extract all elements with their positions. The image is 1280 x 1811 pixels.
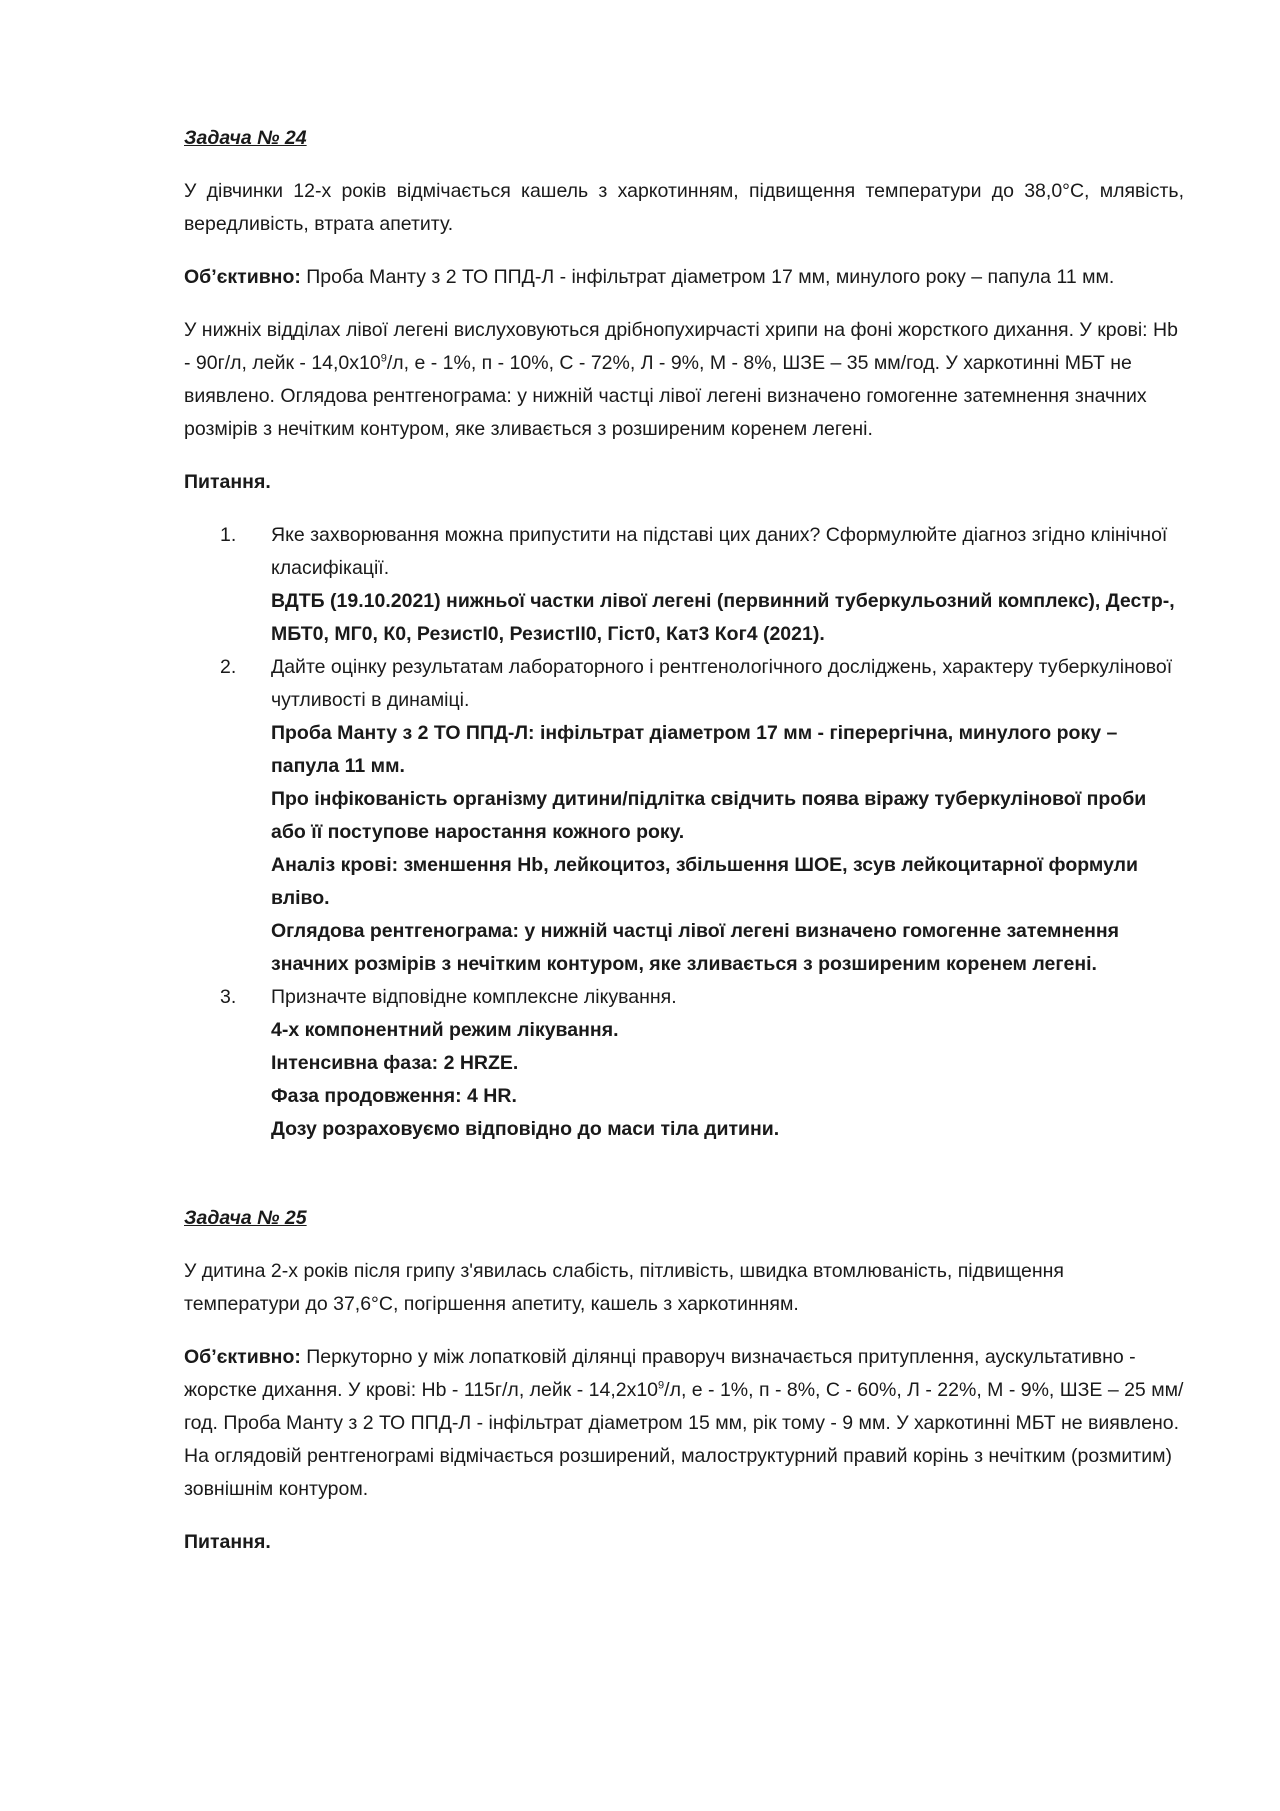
task-24-findings-post: /л, е - 1%, п - 10%, С - 72%, Л - 9%, М - 8%, ШЗЕ – 35 мм/год. У харкотинні МБТ не виявлено. Оглядова рентгенограма: у нижній частці лівої легені визначено гомогенне затемнення значних розмірів з нечітким контуром, яке зливається з розширеним коренем легені. — [184, 352, 1147, 440]
answer-line: Дозу розраховуємо відповідно до маси тіла дитини. — [271, 1118, 780, 1140]
answer-line: Фаза продовження: 4 HR. — [271, 1085, 517, 1107]
answer-line: ВДТБ (19.10.2021) нижньої частки лівої легені (первинний туберкульозний комплекс), Дестр-, МБТ0, МГ0, К0, РезистІ0, РезистІІ0, Гіст0, Кат3 Ког4 (2021). — [271, 590, 1175, 645]
question-text: Дайте оцінку результатам лабораторного і рентгенологічного досліджень, характеру туберкулінової чутливості в динаміці. — [271, 656, 1173, 711]
question-number: 2. — [220, 656, 237, 678]
question-text: Призначте відповідне комплексне лікування. — [271, 986, 677, 1008]
question-number: 3. — [220, 986, 237, 1008]
answer-line: Оглядова рентгенограма: у нижній частці лівої легені визначено гомогенне затемнення значних розмірів з нечітким контуром, яке зливається з розширеним коренем легені. — [271, 920, 1120, 975]
task-24-questions-list — [184, 519, 1184, 1146]
task-24-title: Задача № 24 — [184, 127, 307, 149]
question-2 — [184, 651, 1184, 981]
question-number: 1. — [220, 524, 237, 546]
task-25-objective-sup: 9 — [658, 1379, 665, 1392]
task-25-objective-label: Об’єктивно: — [184, 1346, 301, 1368]
task-25-questions-label: Питання. — [184, 1531, 271, 1553]
section-spacer — [184, 1146, 1184, 1202]
task-24-complaint: У дівчинки 12-х років відмічається кашель з харкотинням, підвищення температури до 38,0°С, млявість, вередливість, втрата апетиту. — [184, 180, 1184, 235]
task-25-objective — [184, 1341, 1184, 1506]
task-25-title: Задача № 25 — [184, 1207, 307, 1229]
document-page — [184, 122, 1184, 1579]
task-25-objective-post: /л, е - 1%, п - 8%, С - 60%, Л - 22%, М - 9%, ШЗЕ – 25 мм/ год. Проба Манту з 2 ТО ППД-Л - інфільтрат діаметром 15 мм, рік тому - 9 мм. У харкотинні МБТ не виявлено. На оглядовій рентгенограмі відмічається розширений, малоструктурний правий корінь з нечітким (розмитим) зовнішнім контуром. — [184, 1379, 1184, 1500]
answer-line: 4-х компонентний режим лікування. — [271, 1019, 619, 1041]
question-1 — [184, 519, 1184, 651]
task-24-findings-sup: 9 — [380, 352, 387, 365]
task-24-questions-label: Питання. — [184, 471, 271, 493]
task-24-objective — [184, 261, 1184, 294]
task-24-objective-label: Об’єктивно: — [184, 266, 301, 288]
answer-line: Інтенсивна фаза: 2 HRZE. — [271, 1052, 519, 1074]
answer-line: Аналіз крові: зменшення Hb, лейкоцитоз, збільшення ШОЕ, зсув лейкоцитарної формули вліво. — [271, 854, 1139, 909]
task-25-complaint: У дитина 2-х років після грипу з'явилась слабість, пітливість, швидка втомлюваність, підвищення температури до 37,6°С, погіршення апетиту, кашель з харкотинням. — [184, 1260, 1064, 1315]
answer-line: Проба Манту з 2 ТО ППД-Л: інфільтрат діаметром 17 мм - гіперергічна, минулого року – папула 11 мм. — [271, 722, 1118, 777]
question-3 — [184, 981, 1184, 1146]
task-24-findings-pre: У нижніх відділах лівої легені вислуховуються дрібнопухирчасті хрипи на фоні жорсткого дихання. У крові: Hb - 90г/л, лейк - 14,0х10 — [184, 319, 1178, 374]
question-text: Яке захворювання можна припустити на підставі цих даних? Сформулюйте діагноз згідно клінічної класифікації. — [271, 524, 1168, 579]
answer-line: Про інфікованість організму дитини/підлітка свідчить поява віражу туберкулінової проби або її поступове наростання кожного року. — [271, 788, 1147, 843]
task-25-objective-pre: Перкуторно у між лопатковій ділянці праворуч визначається притуплення, аускультативно - жорстке дихання. У крові: Hb - 115г/л, лейк - 14,2х10 — [184, 1346, 1136, 1401]
task-24-findings — [184, 314, 1184, 446]
task-24-objective-text: Проба Манту з 2 ТО ППД-Л - інфільтрат діаметром 17 мм, минулого року – папула 11 мм. — [300, 266, 1115, 288]
